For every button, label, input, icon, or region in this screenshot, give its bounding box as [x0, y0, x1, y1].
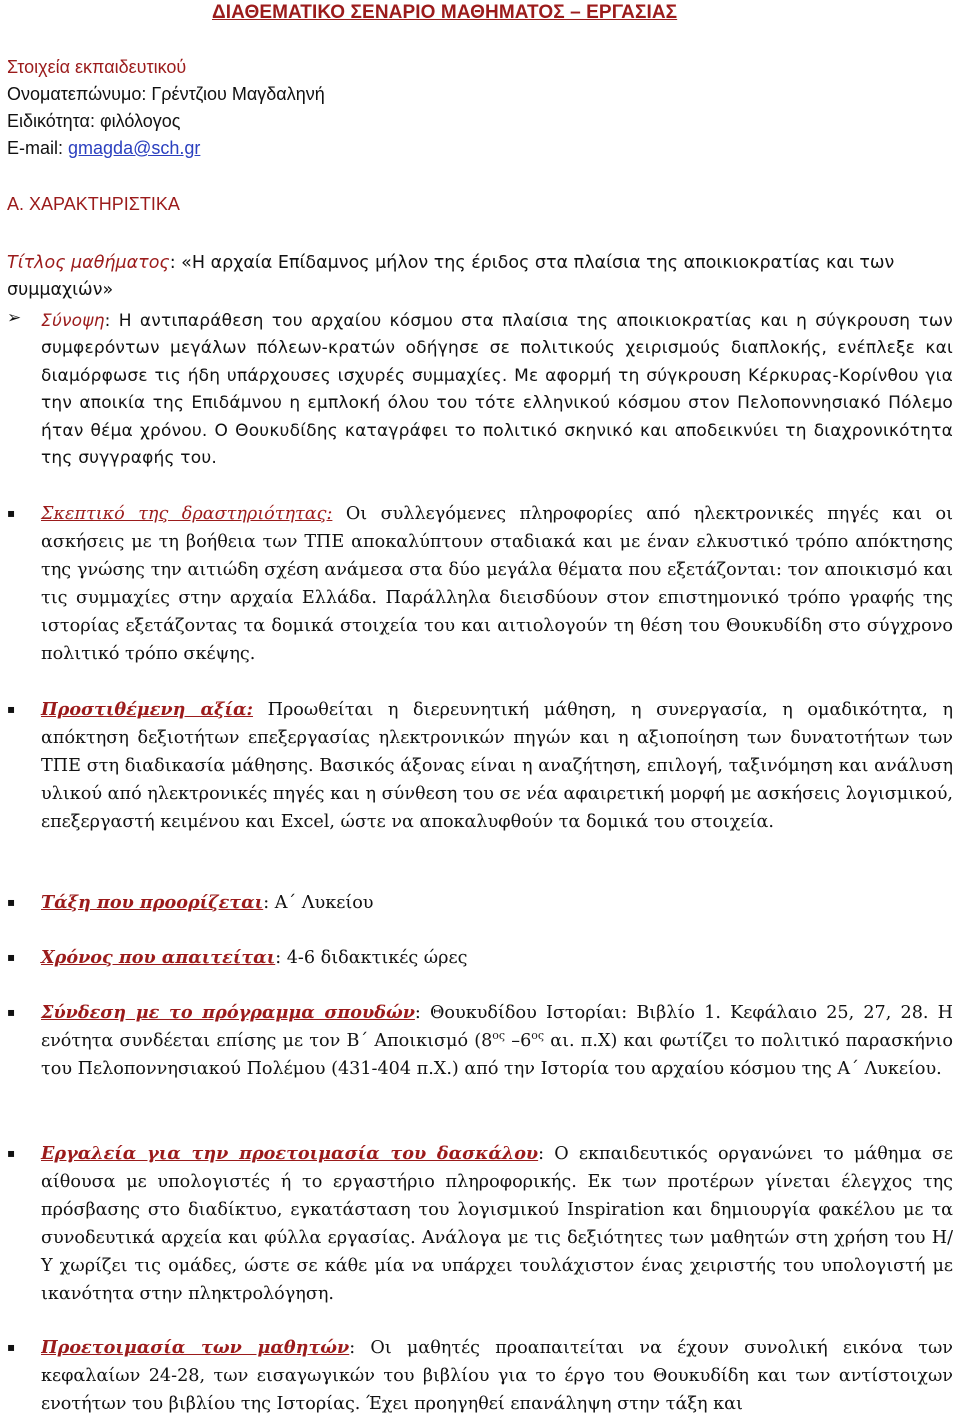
- synopsis-label: Σύνοψη: [41, 311, 105, 331]
- page-title: ΔΙΑΘΕΜΑΤΙΚΟ ΣΕΝΑΡΙΟ ΜΑΘΗΜΑΤΟΣ – ΕΡΓΑΣΙΑΣ: [212, 2, 678, 23]
- student-prep-block: [41, 1334, 953, 1420]
- name-label: Ονοματεπώνυμο:: [7, 84, 147, 104]
- time-text: : 4-6 διδακτικές ώρες: [275, 948, 468, 968]
- grade-text: : Α΄ Λυκείου: [263, 893, 374, 913]
- time-label: Χρόνος που απαιτείται: [41, 947, 276, 968]
- curriculum-text-a: : Θουκυδίδου Ιστορίαι: Βιβλίο 1. Κεφάλαιο 25, 27, 28. Η ενότητα συνδέεται επίσης με τον Β΄ Αποικισμό (8: [41, 1003, 953, 1051]
- name-value: Γρέντζιου Μαγδαληνή: [151, 84, 325, 104]
- grade-label: Τάξη που προορίζεται: [41, 892, 264, 913]
- rationale-text: Οι συλλεγόμενες πληροφορίες από ηλεκτρονικές πηγές και οι ασκήσεις με τη βοήθεια των ΤΠΕ αποκαλύπτουν σταδιακά και με έναν ελκυστικό τρόπο απόκτησης της γνώσης την αιτιώδη σχέση ανάμεσα στα δύο μεγάλα θέματα που εξετάζονται: τον αποικισμό και τις συμμαχίες στην αρχαία Ελλάδα. Παράλληλα διεισδύουν στον επιστημονικό τρόπο γραφής της ιστορίας εξετάζοντας τα δομικά στοιχεία του και αιτιολογούν τη θέση του Θουκυδίδη στο σύγχρονο πολιτικό τρόπο σκέψης.: [41, 504, 953, 664]
- teacher-tools-label: Εργαλεία για την προετοιμασία του δασκάλου: [41, 1143, 539, 1164]
- arrow-bullet-icon: ➢: [7, 308, 22, 328]
- teacher-tools-text: : Ο εκπαιδευτικός οργανώνει το μάθημα σε αίθουσα με υπολογιστές ή το εργαστήριο πληροφορικής. Εκ των προτέρων γίνεται έλεγχος της πρόσβασης στο διαδίκτυο, εγκατάσταση του λογισμικού Inspiration και δημιουργία φακέλου με τα συνοδευτικά αρχεία και φύλλα εργασίας. Ανάλογα με τις δεξιότητες των μαθητών στη χρήση του Η/Υ χωρίζει τις ομάδες, ώστε σε κάθε μία να υπάρχει τουλάχιστον ένας χειριστής του υπολογιστή με ικανότητα στην πληκτρολόγηση.: [41, 1144, 953, 1304]
- curriculum-label: Σύνδεση με το πρόγραμμα σπουδών: [41, 1002, 415, 1023]
- specialty-value: φιλόλογος: [99, 111, 181, 131]
- square-bullet-icon: ▪: [7, 506, 16, 520]
- added-value-block: [41, 696, 953, 836]
- section-a-heading: Α. ΧΑΡΑΚΤΗΡΙΣΤΙΚΑ: [7, 194, 180, 214]
- square-bullet-icon: ▪: [7, 1005, 16, 1019]
- square-bullet-icon: ▪: [7, 1146, 16, 1160]
- synopsis-block: [41, 308, 953, 472]
- course-label: Τίτλος μαθήματος: [7, 253, 170, 273]
- time-block: [41, 944, 953, 972]
- rationale-label: Σκεπτικό της δραστηριότητας:: [41, 504, 333, 524]
- added-value-label: Προστιθέμενη αξία:: [41, 699, 254, 720]
- email-label: E-mail:: [7, 138, 64, 158]
- grade-block: [41, 889, 953, 917]
- teacher-specialty-line: [7, 108, 180, 135]
- square-bullet-icon: ▪: [7, 1340, 16, 1354]
- square-bullet-icon: ▪: [7, 895, 16, 909]
- curriculum-block: [41, 999, 953, 1083]
- teacher-heading: Στοιχεία εκπαιδευτικού: [7, 57, 187, 77]
- teacher-email-line: [7, 135, 200, 162]
- square-bullet-icon: ▪: [7, 950, 16, 964]
- course-text: : «Η αρχαία Επίδαμνος μήλον της έριδος στα πλαίσια της αποικιοκρατίας και των συμμαχιών»: [7, 253, 895, 300]
- square-bullet-icon: ▪: [7, 702, 16, 716]
- student-prep-text: : Οι μαθητές προαπαιτείται να έχουν συνολική εικόνα των κεφαλαίων 24-28, των εισαγωγικών του βιβλίου για το έργο του Θουκυδίδη και των αντίστοιχων ενοτήτων του βιβλίου της Ιστορίας. Έχει προηγηθεί επανάληψη στην τάξη και: [41, 1338, 953, 1414]
- curriculum-text-c: αι. π.Χ) και φωτίζει το πολιτικό παρασκήνιο του Πελοποννησιακού Πολέμου (431-404 π.Χ.) από την Ιστορία του αρχαίου κόσμου της Α΄ Λυκείου.: [41, 1031, 953, 1079]
- student-prep-label: Προετοιμασία των μαθητών: [41, 1337, 350, 1358]
- curriculum-text-b: –6: [505, 1031, 532, 1051]
- curriculum-sup-a: ος: [492, 1029, 506, 1043]
- teacher-tools-block: [41, 1140, 953, 1308]
- email-link[interactable]: gmagda@sch.gr: [68, 138, 201, 158]
- specialty-label: Ειδικότητα:: [7, 111, 95, 131]
- added-value-text: Προωθείται η διερευνητική μάθηση, η συνεργασία, η ομαδικότητα, η απόκτηση δεξιοτήτων επεξεργασίας ηλεκτρονικών πηγών και η αξιοποίηση των δυνατοτήτων των ΤΠΕ στη διαδικασία μάθησης. Βασικός άξονας είναι η αναζήτηση, επιλογή, ταξινόμηση και ανάλυση υλικού από ηλεκτρονικές πηγές και η σύνθεση του σε νέα αφαιρετική μορφή με ασκήσεις λογισμικού, επεξεργαστή κειμένου και Excel, ώστε να αποκαλυφθούν τα δομικά του στοιχεία.: [41, 700, 954, 832]
- curriculum-sup-b: ος: [531, 1029, 545, 1043]
- teacher-name-line: [7, 81, 325, 108]
- course-title-block: [7, 250, 953, 304]
- rationale-block: [41, 500, 953, 668]
- synopsis-text: : Η αντιπαράθεση του αρχαίου κόσμου στα πλαίσια της αποικιοκρατίας και η σύγκρουση των συμφερόντων μεγάλων πόλεων-κρατών οδήγησε σε πολιτικούς χειρισμούς διαπλοκής, ενέπλεξε και διαμόρφωσε τις ήδη υπάρχουσες ισχυρές συμμαχίες. Με αφορμή τη σύγκρουση Κέρκυρας-Κορίνθου για την αποικία της Επιδάμνου η εμπλοκή όλου του τότε ελληνικού κόσμου στον Πελοποννησιακό Πόλεμο ήταν θέμα χρόνου. Ο Θουκυδίδης καταγράφει το πολιτικό σκηνικό και αποδεικνύει τη διαχρονικότητα της συγγραφής του.: [41, 311, 953, 469]
